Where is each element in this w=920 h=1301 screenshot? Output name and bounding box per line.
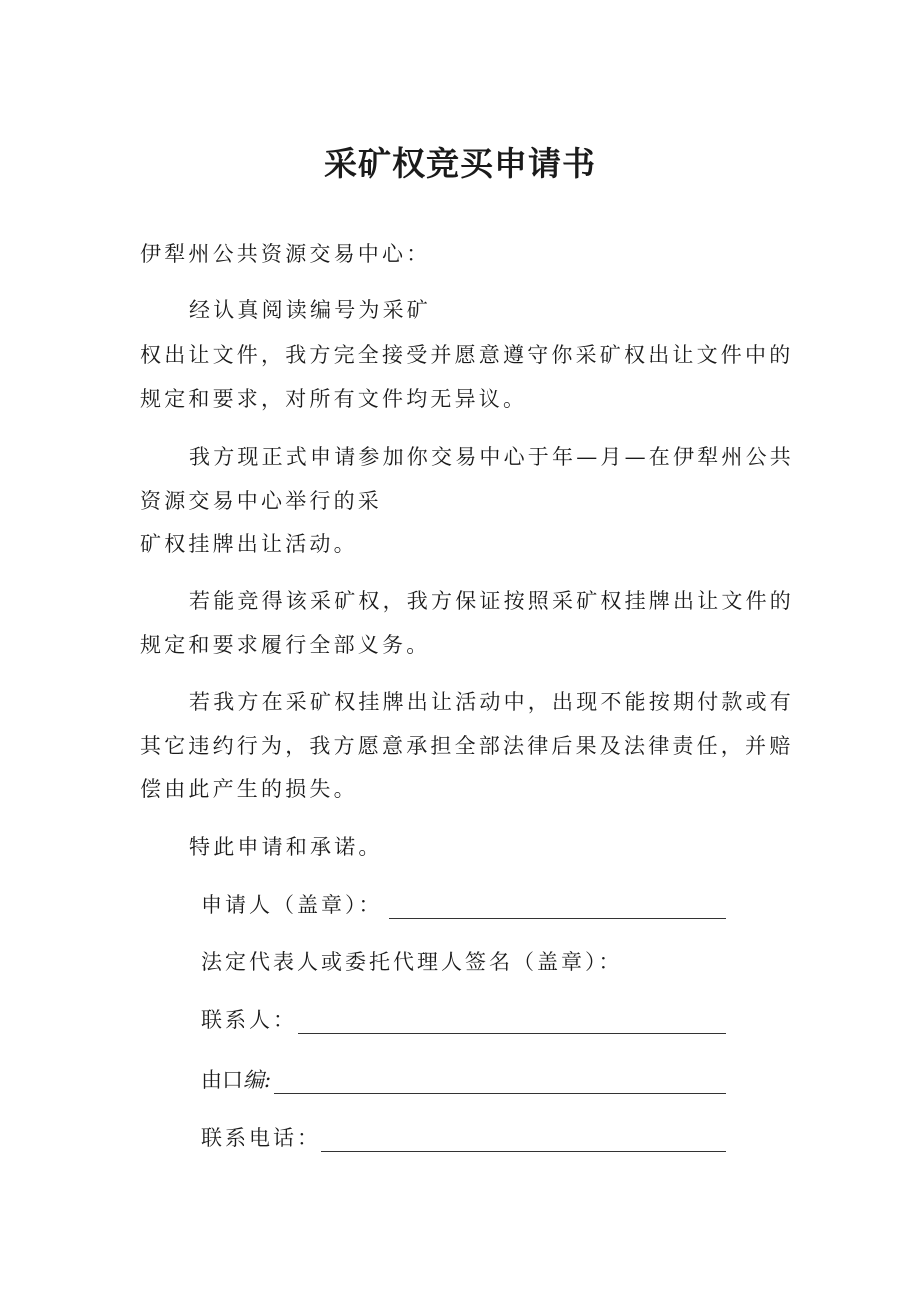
phone-label: 联系电话：: [201, 1126, 321, 1150]
addressee: 伊犁州公共资源交易中心：: [140, 242, 431, 266]
applicant-label: 申请人（盖章）：: [201, 893, 383, 917]
paragraph-5-line-1: 特此申请和承诺。: [189, 835, 383, 859]
postcode-blank[interactable]: [274, 1093, 726, 1094]
paragraph-2-line-3: 矿权挂牌出让活动。: [140, 532, 358, 556]
applicant-field: [201, 891, 726, 919]
paragraph-3-line-2: 规定和要求履行全部义务。: [140, 633, 431, 657]
contact-field: [201, 1006, 726, 1034]
phone-field: [201, 1124, 726, 1152]
postcode-label: [201, 1066, 271, 1094]
legal-rep-label: 法定代表人或委托代理人签名（盖章）：: [201, 950, 623, 974]
paragraph-4-line-3: 偿由此产生的损失。: [140, 777, 358, 801]
paragraph-2-line-1: 我方现正式申请参加你交易中心于年—月—在伊犁州公共: [189, 445, 794, 469]
postcode-label-b: 编:: [243, 1068, 272, 1092]
postcode-label-a: 由口: [201, 1068, 243, 1092]
paragraph-2-line-2: 资源交易中心举行的采: [140, 489, 382, 513]
paragraph-4-line-1: 若我方在采矿权挂牌出让活动中，出现不能按期付款或有: [189, 690, 794, 714]
paragraph-1-line-3: 规定和要求，对所有文件均无异议。: [140, 387, 528, 411]
document-title: 采矿权竞买申请书: [324, 144, 596, 183]
phone-blank[interactable]: [321, 1151, 726, 1152]
paragraph-1-line-2: 权出让文件，我方完全接受并愿意遵守你采矿权出让文件中的: [140, 343, 794, 367]
applicant-blank[interactable]: [389, 918, 726, 919]
paragraph-1-line-1: 经认真阅读编号为采矿: [189, 298, 431, 322]
paragraph-4-line-2: 其它违约行为，我方愿意承担全部法律后果及法律责任，并赔: [140, 734, 794, 758]
postcode-field: [201, 1066, 726, 1094]
contact-label: 联系人：: [201, 1008, 297, 1032]
paragraph-3-line-1: 若能竞得该采矿权，我方保证按照采矿权挂牌出让文件的: [189, 589, 794, 613]
legal-rep-field: [201, 948, 726, 976]
contact-blank[interactable]: [298, 1033, 726, 1034]
